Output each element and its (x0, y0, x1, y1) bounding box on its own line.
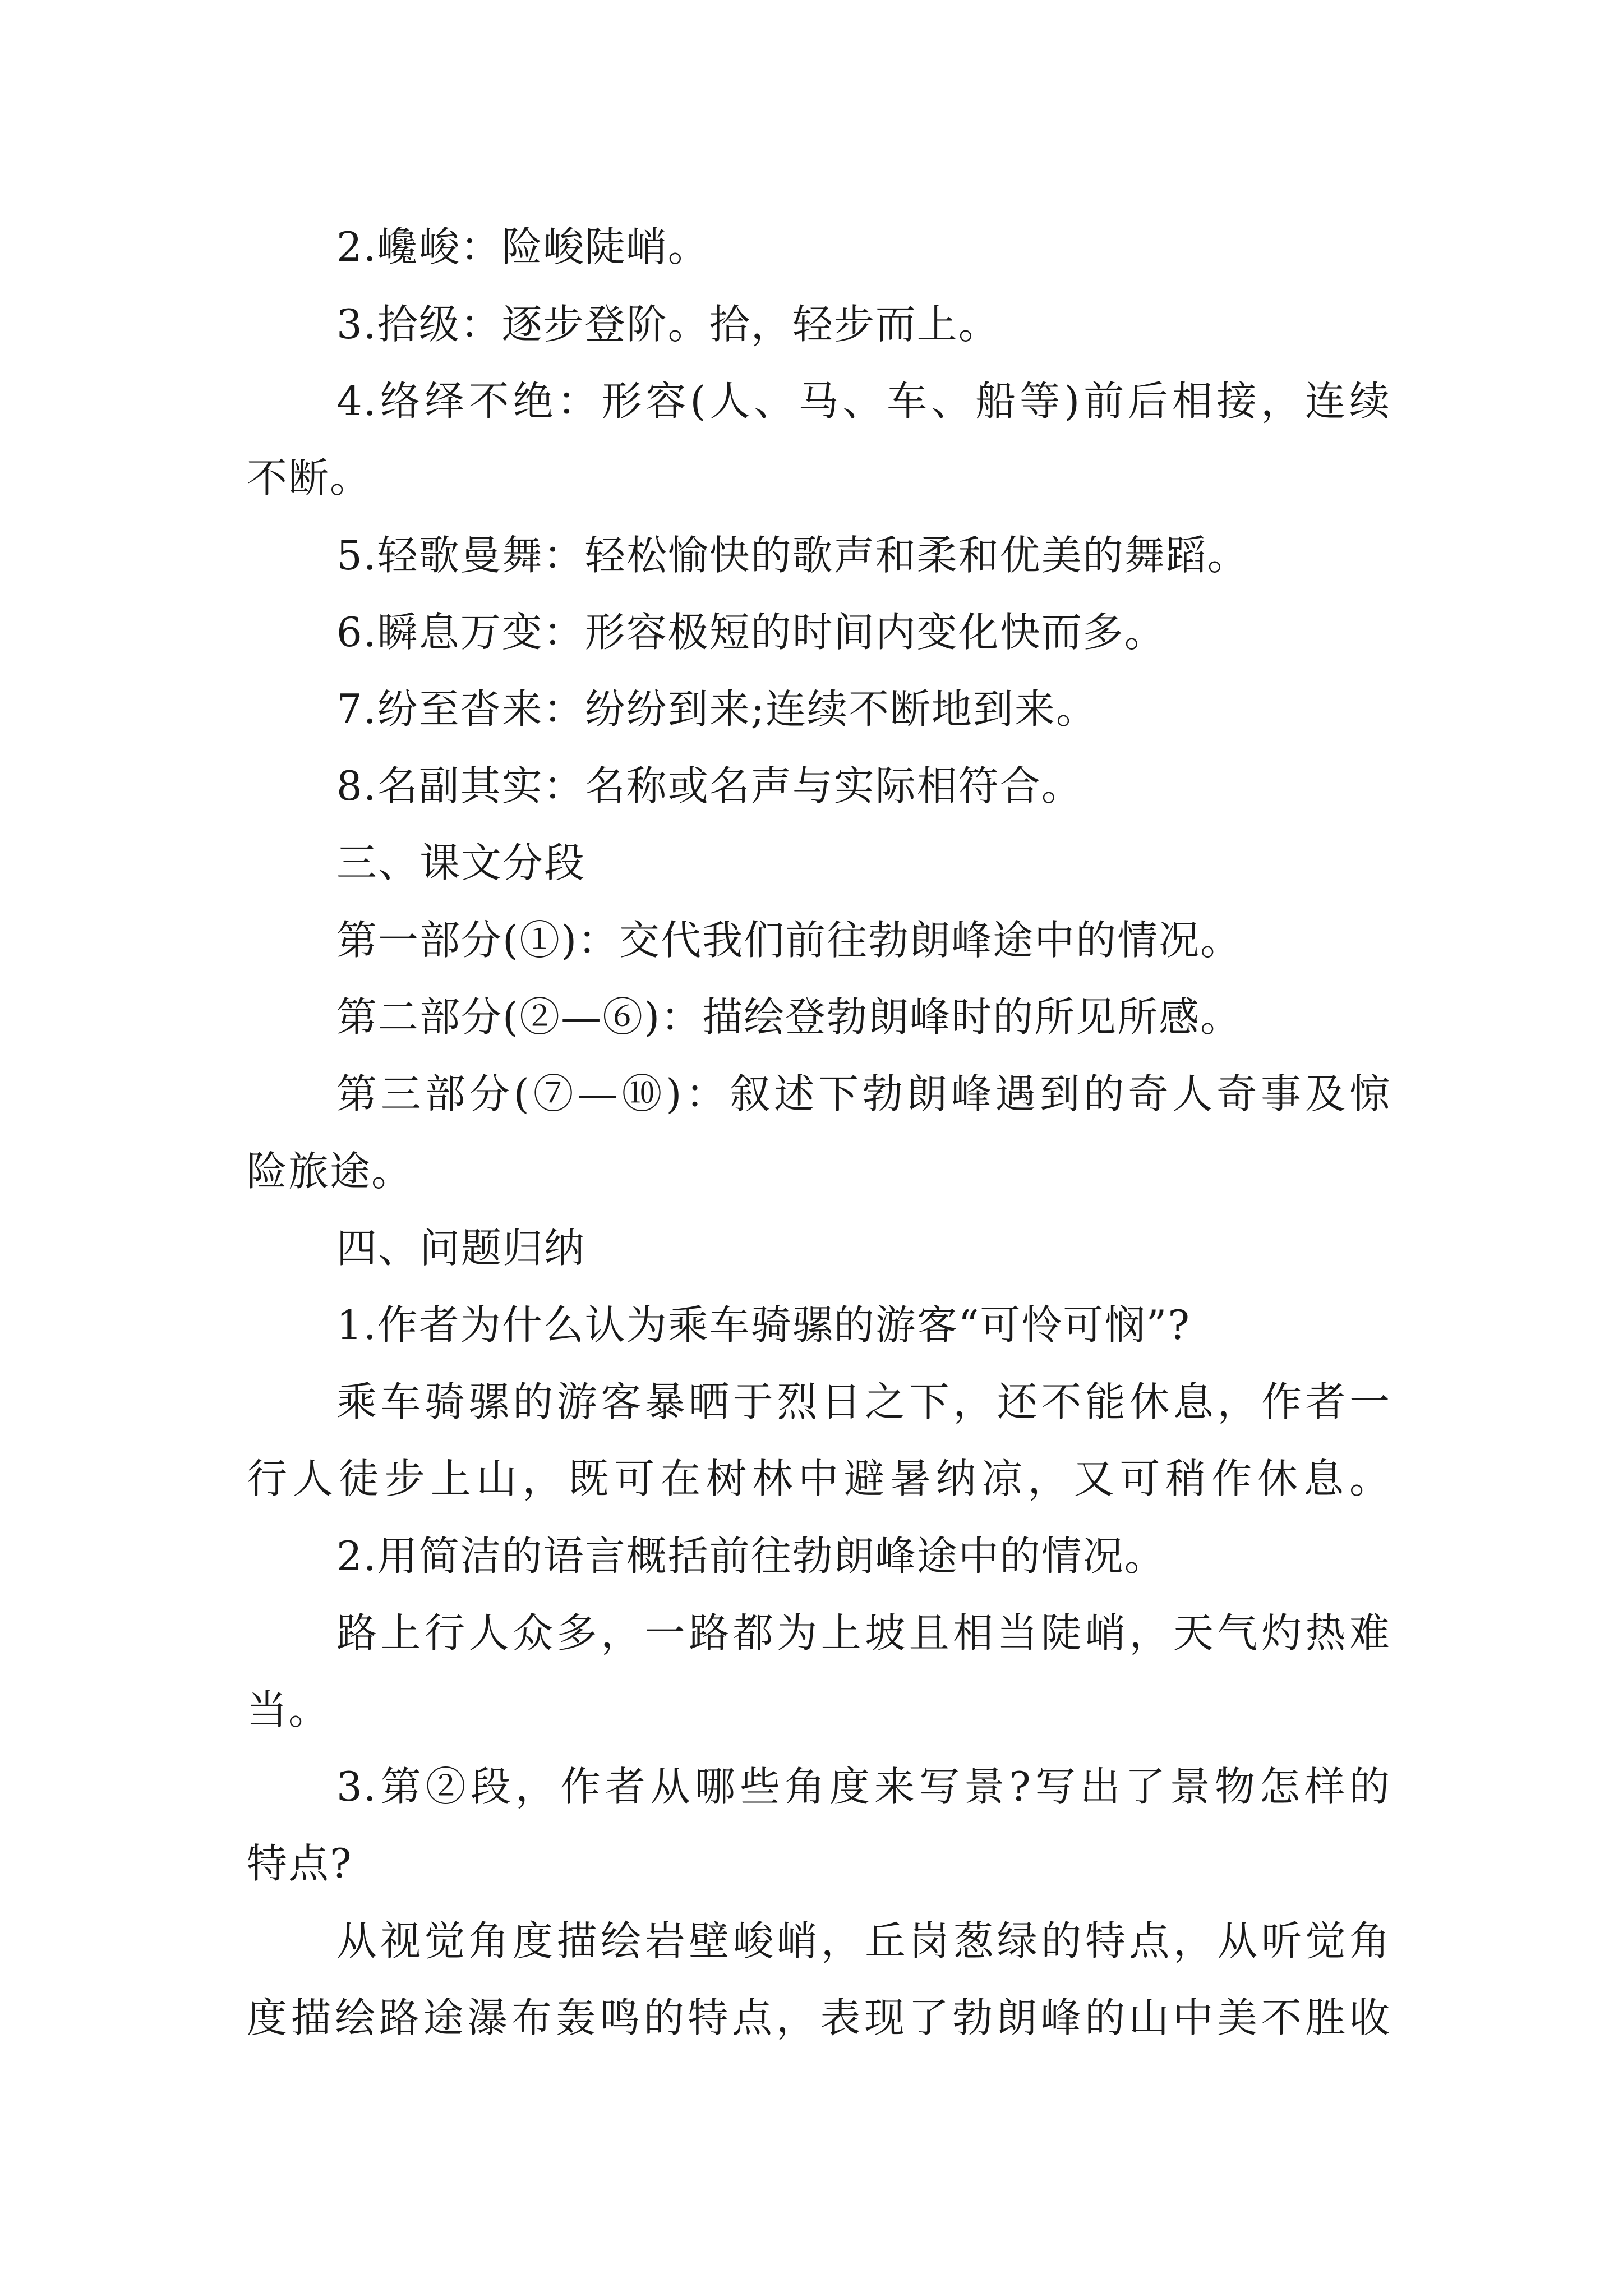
text-line: 4.络绎不绝：形容(人、马、车、船等)前后相接，连续 (336, 378, 1391, 425)
text-line: 5.轻歌曼舞：轻松愉快的歌声和柔和优美的舞蹈。 (336, 532, 1249, 579)
question-line: 1.作者为什么认为乘车骑骡的游客“可怜可悯”? (336, 1301, 1191, 1349)
question-line: 3.第②段，作者从哪些角度来写景?写出了景物怎样的 (336, 1763, 1391, 1810)
text-line: 7.纷至沓来：纷纷到来;连续不断地到来。 (336, 685, 1098, 733)
text-line: 第三部分(⑦—⑩)：叙述下勃朗峰遇到的奇人奇事及惊 (336, 1070, 1391, 1117)
answer-line: 路上行人众多，一路都为上坡且相当陡峭，天气灼热难 (336, 1609, 1391, 1657)
text-line: 第二部分(②—⑥)：描绘登勃朗峰时的所见所感。 (336, 993, 1242, 1041)
text-line: 不断。 (247, 454, 372, 501)
text-line: 8.名副其实：名称或名声与实际相符合。 (336, 762, 1083, 809)
text-line: 第一部分(①)：交代我们前往勃朗峰途中的情况。 (336, 917, 1242, 964)
answer-line: 乘车骑骡的游客暴晒于烈日之下，还不能休息，作者一 (336, 1378, 1391, 1425)
section-heading: 三、课文分段 (336, 839, 586, 886)
text-line: 2.巉峻：险峻陡峭。 (336, 223, 709, 270)
question-line: 2.用简洁的语言概括前往勃朗峰途中的情况。 (336, 1533, 1166, 1580)
answer-line: 从视觉角度描绘岩壁峻峭，丘岗葱绿的特点，从听觉角 (336, 1917, 1391, 1964)
text-line: 险旅途。 (247, 1148, 413, 1195)
question-line: 特点? (247, 1840, 353, 1887)
text-line: 3.拾级：逐步登阶。拾，轻步而上。 (336, 301, 1000, 348)
answer-line: 度描绘路途瀑布轰鸣的特点，表现了勃朗峰的山中美不胜收 (247, 1994, 1391, 2041)
section-heading: 四、问题归纳 (336, 1225, 586, 1272)
answer-line: 当。 (247, 1686, 330, 1733)
answer-line: 行人徒步上山，既可在树林中避暑纳凉，又可稍作休息。 (247, 1455, 1391, 1502)
text-line: 6.瞬息万变：形容极短的时间内变化快而多。 (336, 609, 1166, 656)
